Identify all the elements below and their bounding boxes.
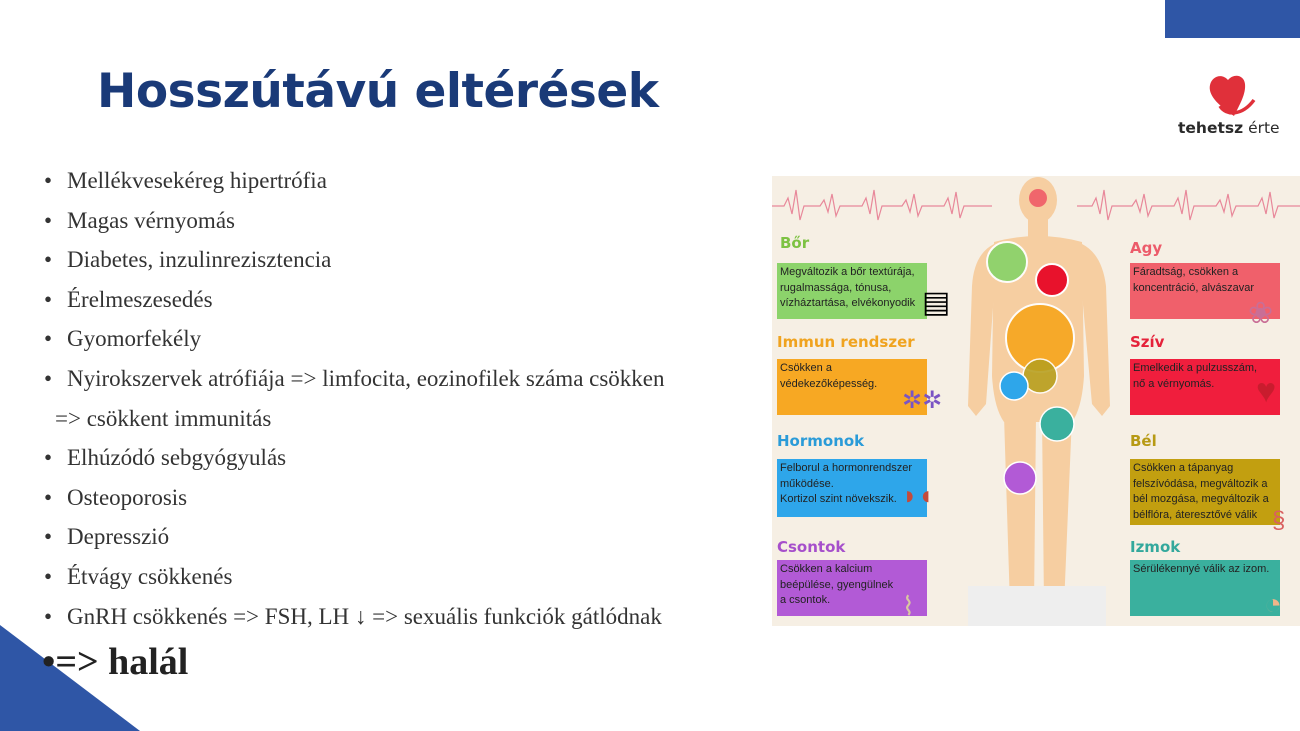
box-skin: Megváltozik a bőr textúrája, rugalmassága, tónusa, vízháztartása, elvékonyodik	[777, 263, 927, 319]
virus-icon: ✲✲	[902, 387, 943, 414]
bone-icon: ⌇	[902, 591, 915, 621]
heart-icon	[1172, 70, 1292, 120]
category-title-heart: Szív	[1130, 333, 1165, 351]
list-item: • Érelmeszesedés	[44, 286, 213, 312]
list-item: • Nyirokszervek atrófiája => limfocita, eozinofilek száma csökken	[44, 365, 665, 391]
list-item-continuation: => csökkent immunitás	[55, 405, 272, 431]
logo	[1172, 70, 1292, 142]
corner-accent-rect	[1165, 0, 1300, 38]
ecg-line-right	[1077, 190, 1300, 220]
box-gut: Csökken a tápanyag felszívódása, megváltozik a bél mozgása, megváltozik a bélflóra, áteresztővé válik	[1130, 459, 1280, 525]
bullet-list	[44, 163, 665, 638]
category-title-brain: Agy	[1130, 239, 1163, 257]
list-item: • Magas vérnyomás	[44, 207, 235, 233]
category-title-immune: Immun rendszer	[777, 333, 915, 351]
image-label-patch	[968, 586, 1106, 626]
box-heart: Emelkedik a pulzusszám, nő a vérnyomás.	[1130, 359, 1280, 415]
box-hormones: Felborul a hormonrendszer működése. Kortizol szint növekszik.	[777, 459, 927, 517]
list-item: • Gyomorfekély	[44, 326, 202, 352]
heart-marker	[1036, 264, 1068, 296]
category-title-bones: Csontok	[777, 538, 846, 556]
brain-marker	[1029, 189, 1047, 207]
stress-effects-infographic	[772, 176, 1300, 626]
kidney-icon: ◗◖	[902, 480, 934, 510]
body-right-arm	[1082, 244, 1110, 416]
heart-organ-icon: ♥	[1256, 372, 1277, 410]
category-title-hormones: Hormonok	[777, 432, 865, 450]
intestine-icon: §	[1272, 507, 1286, 534]
muscle-icon: ◔	[1264, 588, 1283, 621]
list-item: • Elhúzódó sebgyógyulás	[44, 445, 287, 471]
box-muscles: Sérülékennyé válik az izom.	[1130, 560, 1280, 616]
list-item: • Étvágy csökkenés	[44, 563, 233, 589]
skin-marker	[987, 242, 1027, 282]
list-item: • Depresszió	[44, 524, 170, 550]
list-item: • Mellékvesekéreg hipertrófia	[44, 168, 327, 193]
body-neck	[1028, 216, 1048, 238]
category-title-skin: Bőr	[780, 234, 810, 252]
box-bones: Csökken a kalcium beépülése, gyengülnek a csontok.	[777, 560, 927, 616]
brain-icon: ❀	[1248, 297, 1274, 330]
logo-text: tehetsz érte	[1178, 119, 1280, 137]
category-title-muscles: Izmok	[1130, 538, 1181, 556]
list-item: • Osteoporosis	[44, 484, 188, 510]
box-immune: Csökken a védekezőképesség.	[777, 359, 927, 415]
list-item: • GnRH csökkenés => FSH, LH ↓ => sexuális funkciók gátlódnak	[44, 603, 662, 629]
list-item: • Diabetes, inzulinrezisztencia	[44, 247, 332, 273]
muscle-marker	[1040, 407, 1074, 441]
slide-title: Hosszútávú eltérések	[97, 64, 659, 119]
skin-icon: ▤	[922, 286, 951, 319]
final-bullet: •=> halál	[42, 641, 189, 683]
box-brain: Fáradtság, csökken a koncentráció, alvászavar	[1130, 263, 1280, 319]
category-title-gut: Bél	[1130, 432, 1157, 450]
ecg-line-left	[772, 190, 992, 220]
hormone-marker	[1000, 372, 1028, 400]
bone-marker	[1004, 462, 1036, 494]
